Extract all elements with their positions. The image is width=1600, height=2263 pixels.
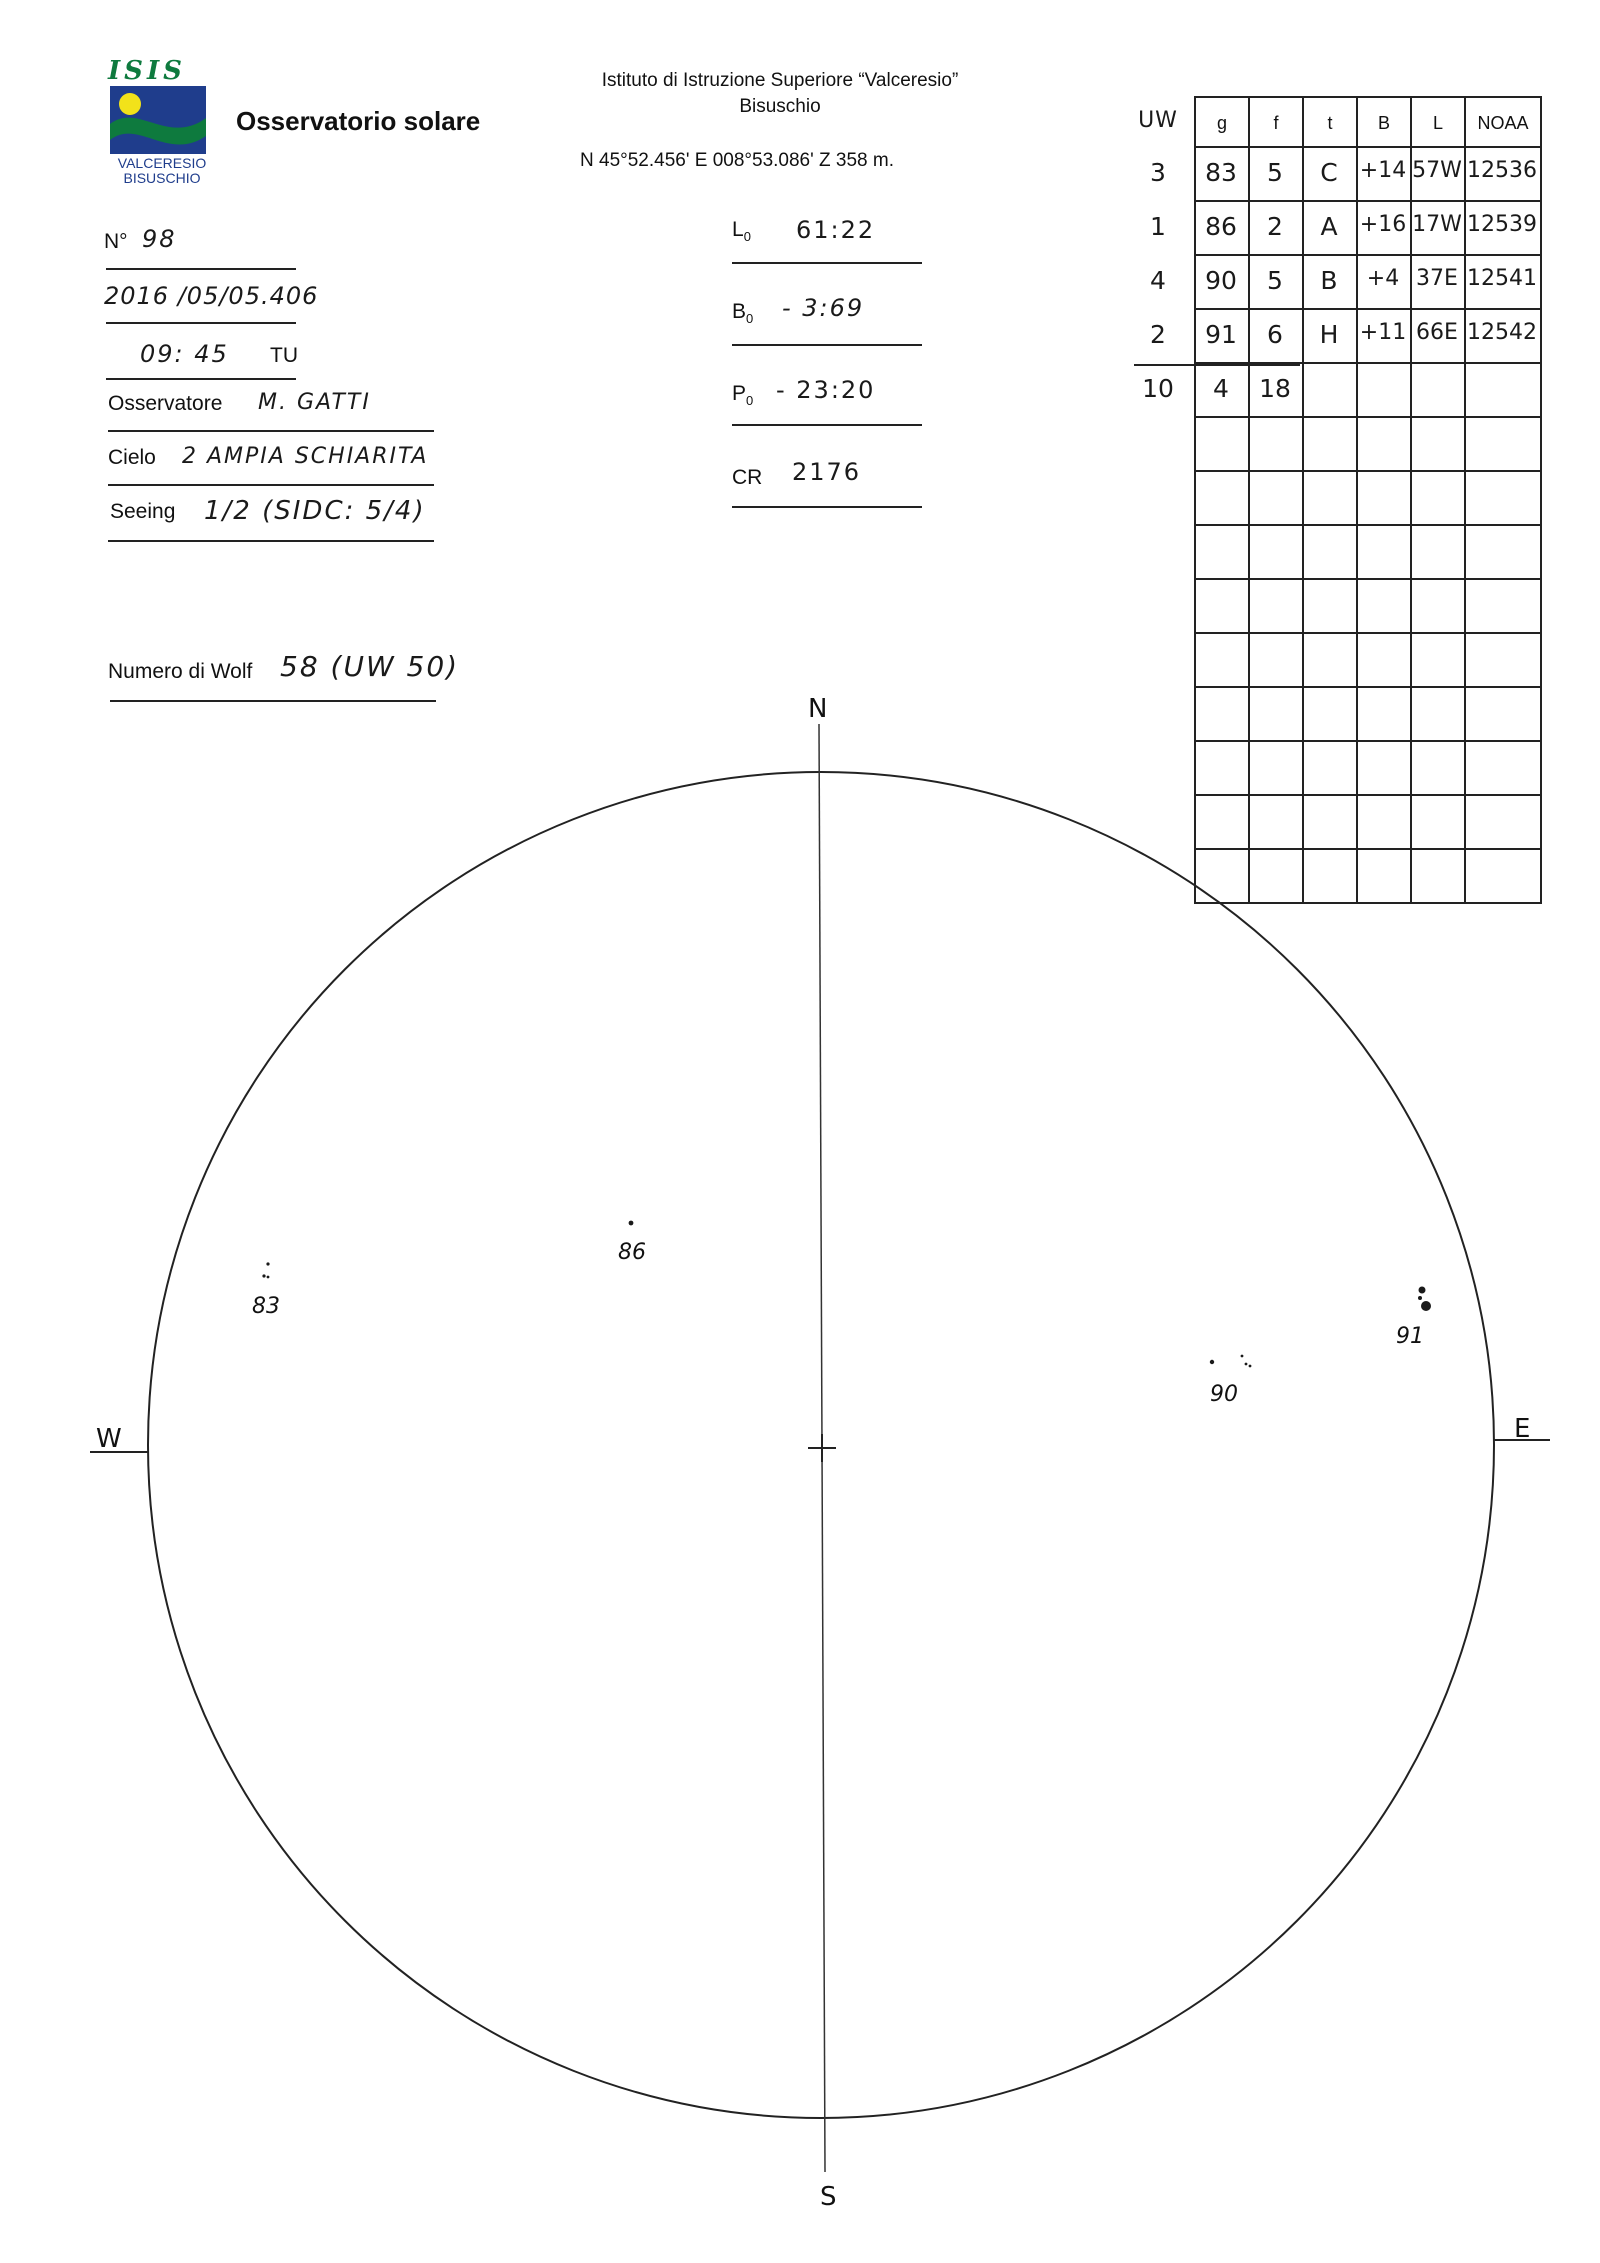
table-cell-uw: 3 [1150, 158, 1166, 187]
table-total-f: 18 [1259, 374, 1291, 403]
sunspot [1418, 1296, 1422, 1300]
seeing-value: 1/2 (SIDC: 5/4) [204, 496, 426, 526]
b0-value: - 3:69 [782, 294, 865, 322]
sunspot [1245, 1363, 1248, 1366]
sky-label: Cielo [108, 446, 156, 469]
table-cell-uw: 1 [1150, 212, 1166, 241]
table-cell-g: 86 [1205, 212, 1237, 241]
table-cell-b: +16 [1359, 212, 1407, 237]
table-cell-noaa: 12539 [1467, 212, 1537, 237]
table-cell-t: B [1320, 266, 1338, 295]
table-cell-t: C [1320, 158, 1338, 187]
observatory-title: Osservatorio solare [236, 106, 481, 136]
sunspot [1241, 1355, 1244, 1358]
school-name-line1: Istituto di Istruzione Superiore “Valceresio” [601, 70, 959, 91]
group-label-90: 90 [1210, 1382, 1238, 1407]
table-cell-g: 91 [1205, 320, 1237, 349]
cr-value: 2176 [792, 458, 862, 486]
school-name-line2: Bisuschio [739, 96, 821, 117]
table-header-cell: f [1248, 96, 1304, 148]
observer-value: M. GATTI [258, 390, 371, 415]
wolf-number-label: Numero di Wolf [108, 660, 253, 683]
number-label: N° [104, 230, 128, 253]
seeing-label: Seeing [110, 500, 176, 523]
group-label-83: 83 [252, 1294, 280, 1319]
table-header-cell: g [1194, 96, 1250, 148]
south-label: S [820, 2182, 837, 2212]
table-total-g: 4 [1213, 374, 1229, 403]
table-cell-t: A [1320, 212, 1338, 241]
east-label: E [1514, 1414, 1531, 1444]
table-cell-f: 2 [1267, 212, 1283, 241]
table-cell-l: 57W [1412, 158, 1462, 183]
table-cell-f: 5 [1267, 266, 1283, 295]
table-cell-g: 83 [1205, 158, 1237, 187]
time-unit: TU [270, 344, 298, 367]
group-label-91: 91 [1396, 1324, 1424, 1349]
sunspot [629, 1221, 634, 1226]
logo-caption-line1: VALCERESIO [117, 155, 207, 171]
sunspot [1419, 1287, 1426, 1294]
observer-label: Osservatore [108, 392, 223, 415]
west-label: W [96, 1424, 122, 1454]
number-value: 98 [142, 225, 177, 253]
table-cell-t: H [1319, 320, 1339, 349]
l0-value: 61:22 [796, 216, 876, 244]
table-header-cell: L [1410, 96, 1466, 148]
b0-label: $B_0$ [732, 300, 754, 327]
p0-value: - 23:20 [776, 376, 876, 404]
table-header-cell: NOAA [1464, 96, 1542, 148]
table-cell-b: +11 [1359, 320, 1407, 345]
table-header-cell: B [1356, 96, 1412, 148]
table-cell-noaa: 12541 [1467, 266, 1537, 291]
table-cell-uw: 2 [1150, 320, 1166, 349]
table-total-uw: 10 [1142, 374, 1174, 403]
date-value: 2016 /05/05.406 [104, 282, 319, 310]
table-cell-f: 5 [1267, 158, 1283, 187]
table-header-uw: UW [1138, 108, 1178, 133]
sunspot [262, 1274, 265, 1277]
table-header-cell: t [1302, 96, 1358, 148]
table-cell-b: +14 [1359, 158, 1407, 183]
sky-value: 2 AMPIA SCHIARITA [182, 444, 429, 469]
table-cell-l: 37E [1416, 266, 1458, 291]
table-cell-l: 66E [1416, 320, 1458, 345]
observatory-coordinates: N 45°52.456' E 008°53.086' Z 358 m. [580, 150, 894, 171]
group-label-86: 86 [618, 1240, 646, 1265]
sunspot [266, 1262, 269, 1265]
table-cell-b: +4 [1366, 266, 1400, 291]
wolf-number-value: 58 (UW 50) [280, 650, 460, 683]
cr-label: CR [732, 466, 763, 489]
table-cell-noaa: 12542 [1467, 320, 1537, 345]
logo-wordmark: ISIS [108, 56, 186, 86]
north-label: N [808, 694, 828, 724]
l0-label: $L_0$ [732, 218, 751, 245]
p0-label: $P_0$ [732, 382, 754, 409]
time-value: 09: 45 [140, 340, 229, 368]
table-cell-l: 17W [1412, 212, 1462, 237]
table-cell-f: 6 [1267, 320, 1283, 349]
sunspot [1210, 1360, 1214, 1364]
sunspot [1249, 1365, 1252, 1368]
logo-caption-line2: BISUSCHIO [123, 170, 201, 186]
table-cell-uw: 4 [1150, 266, 1166, 295]
table-cell-noaa: 12536 [1467, 158, 1537, 183]
sunspot [267, 1276, 270, 1279]
sunspot [1421, 1301, 1431, 1311]
table-cell-g: 90 [1205, 266, 1237, 295]
